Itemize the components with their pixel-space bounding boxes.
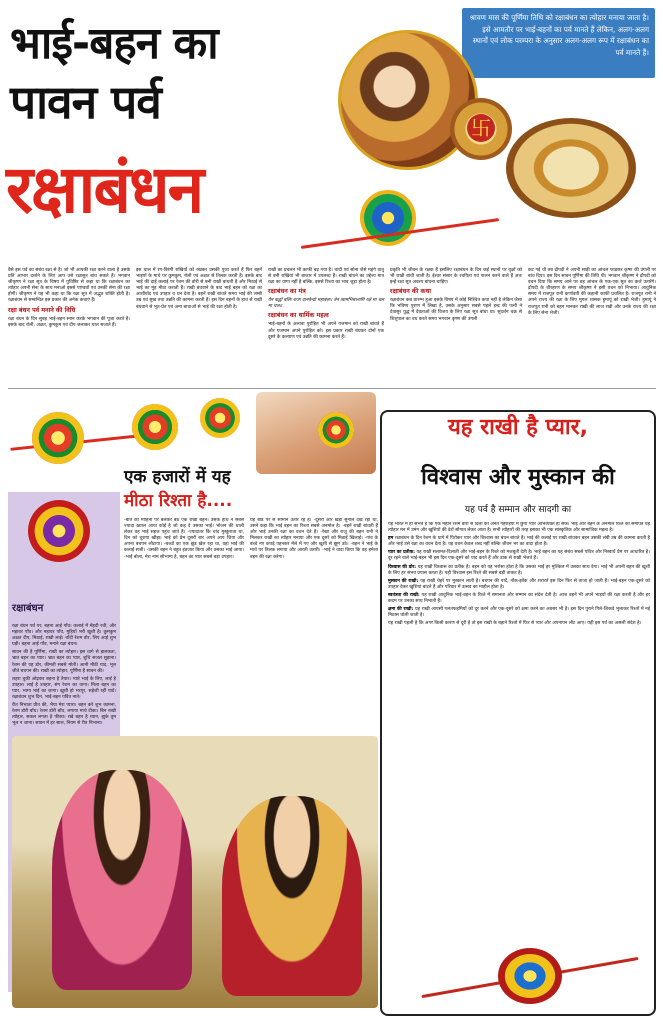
box-para [388, 565, 650, 577]
poem-2: सावन की है पूर्णिमा, राखी का त्योहार। इस धागे से झलकता, भ्रात बहन का प्यार। भ्रात बहन का प्यार, शुचि सजल सुहाना। रेशम की यह डोर, कीमती सबसे मोती। आनी मीठी याद, भूल जीते बचपन की। राखी का त्योहार, पूर्णिमा है सावन की। [12, 650, 116, 674]
hand-rakhi-photo [256, 392, 376, 474]
mantra-text: येन बद्धो बलिः राजा दानवेन्द्रो महाबलः। तेन त्वामभिबध्नामि रक्षे मा चल मा चल॥ [268, 298, 384, 310]
column-3-heading-1: रक्षाबंधन का मंत्र [268, 288, 306, 296]
column-3-text: राखी का प्रचलन भी काफी बढ़ गया है। चांदी एवं सोना जैसे महंगे धातु से बनी राखियां भी बाजार में उपलब्ध हैं। राखी बांधने का उद्देश्य मात्र रक्षा का धागा नहीं है बल्कि, इससे रिश्ता का भाव जुड़ा होता है। [268, 268, 384, 286]
box-para-text: रक्षाबंधन के दिन रेशम के धागे में पिरोकर प्यार और विश्वास का बंधन बांधते हैं। भाई की कलाई पर राखी बांधकर बहन उसकी लंबी उम्र की कामना करती है और भाई उसे रक्षा का वचन देता है। यह वचन केवल शब्द नहीं बल्कि जीवन भर का वादा होता है। [388, 536, 650, 548]
title-line-1: भाई-बहन का [10, 18, 218, 69]
boy-figure [222, 796, 362, 996]
column-4-text: प्रकृति भी जीवन के रक्षक हैं इसलिए रक्षाबंधन के दिन कई स्थानों पर वृक्षों को भी राखी बांधी जाती है। ईश्वर संसार के रचयिता एवं पालन करने वाले हैं अतः इन्हें रक्षा सूत्र अवश्य बांधना चाहिए। [390, 268, 522, 286]
column-4 [390, 268, 522, 386]
box-para-text: यह राखी आधुनिक भाई-बहन के रिश्ते में समानता और सम्मान का संदेश देती है। आज बहनें भी अपने भाइयों की रक्षा करती हैं और हर कदम पर उनका साथ निभाती हैं। [388, 592, 650, 605]
title-line-2: पावन पर्व [10, 75, 161, 129]
box-para-heading: मुस्कान की राखी: [388, 578, 419, 584]
rakhi-icon-2 [132, 404, 178, 450]
box-para-heading: क्षमा की राखी: [388, 607, 414, 613]
column-2-text: इस थाल में रंग-बिरंगी राखियों को रखकर उसकी पूजा करते हैं फिर बहनें भाइयों के माथे पर कुमकुम, रोली एवं अक्षत से तिलक करती हैं। इसके बाद भाई की दाईं कलाई पर रेशम की डोरी से बनी राखी बांधती हैं और मिठाई से भाई का मुंह मीठा कराती हैं। राखी बंधवाने के बाद भाई बहन को रक्षा का आशीर्वाद एवं उपहार व धन देता है। बहनें राखी बांधते समय भाई की लम्बी उम्र एवं सुख तथा उन्नति की कामना करती हैं। इस दिन बहनों के हाथ से राखी बंधवाने से भूत-प्रेत एवं अन्य बाधाओं से भाई की रक्षा होती है। [136, 268, 262, 310]
box-rakhi-icon [498, 948, 562, 1004]
column-3-heading-2: रक्षाबंधन का धार्मिक महत्व [268, 312, 329, 320]
box-para [388, 536, 650, 548]
box-para-heading: हम [388, 536, 394, 542]
section-headline-1: एक हजारों में यह [124, 467, 231, 487]
swastik-icon: 卐 [467, 114, 495, 142]
story-column-1: -बात की मोहिनी पर बलकर बैठे एक राखी बहन। उसके हाथ ने सबसे ज्यादा ख़्याल आया कोई है जो कह दे उसका भाई। भोजन की थाली लेकर वह भाई सहज पहुंच जाते हैं। -ज्यादातर कि चांद मुस्कुराता था, दिन को चुराया खीझ। भाई को प्रेम दूसरी बार अपने आप जिया और अपना बचपन लौटाया। -बच्चों का एक झुंड खेल रहा था, वहां भाई की कलाई सजी। -उसकी बहन ने बहुत इंतजार किया और उसका भाई आया। -भाई बोला, मेरा नाम सौभाग्य है, बहन का प्यार सबसे बड़ा उपहार। [124, 518, 244, 560]
column-3-text2: भाई-बहनों के अलावा पुरोहित भी अपने यजमान को राखी बांधते हैं और यजमान अपने पुरोहित को। इस प्रकार राखी बंधकर दोनों एक दूसरे के कल्याण एवं उन्नति की कामना करते हैं। [268, 322, 384, 340]
box-para-text: यह राखी सलामत-दिलाती और भाई-बहन के रिश्ते को मजबूती देती है। भाई बहन का यह संबंध सबसे पवित्र और निस्वार्थ प्रेम पर आधारित है। दूर रहने वाले भाई-बहन भी इस दिन एक-दूसरे को याद करते हैं और डाक से राखी भेजते हैं। [388, 550, 650, 562]
rakhi-icon-1 [32, 412, 84, 464]
column-2 [136, 268, 262, 386]
story-column-2: यह बोर्ड पर से सामान उतार रहे हैं। -दूसरी ओर खड़ा सुनील देख रहा था, उसने कहा कि भाई बहन का रिश्ता सबसे अनमोल है। -बहनें राखी बांधती हैं और भाई उनकी रक्षा का वचन देते हैं। -रेखा और राजू की बहन रानी ने मिलकर राखी का त्योहार मनाया और एक दूसरे को मिठाई खिलाई। -गांव के बच्चे नए कपड़े पहनकर मेले में गए और खुशी से झूम उठे। -बहन ने भाई के माथे पर तिलक लगाया और आरती उतारी। -भाई ने वादा किया कि वह हमेशा बहन की रक्षा करेगा। [250, 518, 378, 560]
box-title-1: यह राखी है प्यार, [448, 415, 588, 440]
box-subtitle: यह पर्व है सम्मान और सादगी का [464, 505, 572, 515]
column-1-text: वैसे इस पर्व का संबंध रक्षा से है। जो भी आपकी रक्षा करने वाला है उसके प्रति आभार दर्शाने के लिए आप उसे रक्षासूत्र बांध सकते हैं। भगवान श्रीकृष्ण ने रक्षा सूत्र के विषय में युधिष्ठिर से कहा था कि रक्षाबंधन का त्योहार अपनी सेना के साथ मनाओ इससे पाण्डवों एवं उनकी सेना की रक्षा होगी। श्रीकृष्ण ने यह भी कहा था कि रक्षा सूत्र में अद्भुत शक्ति होती है। रक्षाबंधन से सम्बन्धित इस प्रकार की अनेक कथाएं हैं। [8, 268, 130, 304]
box-closing: यह राखी पहली है कि अगर किसी कारण से दूरी है तो इस राखी के बहाने रिश्तों में फिर से प्यार और अपनापन लौट आए। यही इस पर्व का असली संदेश है। [388, 621, 642, 627]
column-1 [8, 268, 130, 386]
section-divider [8, 388, 656, 389]
box-body [388, 522, 650, 942]
box-para-heading: विश्वास की डोर: [388, 564, 417, 570]
girl-figure [52, 770, 192, 990]
column-3 [268, 268, 384, 386]
box-title-2: विश्वास और मुस्कान की [421, 465, 615, 490]
poem-1: रक्षा बंधन पर्व पर, बहना आई गाँव। कलाई में मेंहदी रची, और महावर पाँव। और महावर पाँव, मुहियों भरी खुशी है। कुमकुम अक्षत दीप, मिठाई, राखी लाई। चाँदी रेशम डोर, लिए आई शुभ घड़ी। बहना आई गाँव, मनाने रक्षा बंधन। [12, 624, 116, 648]
box-para [388, 607, 650, 619]
column-1-heading: रक्षा बंधन पर्व मनाने की विधि [8, 306, 76, 314]
box-para [388, 579, 650, 591]
box-para-text: यह राखी विश्वास का प्रतीक है। बहन को यह भरोसा होता है कि उसका भाई हर मुश्किल में उसका साथ देगा। भाई भी अपनी बहन की खुशी के लिए हर संभव प्रयास करता है। यही विश्वास इस रिश्ते की सबसे बड़ी ताकत है। [388, 564, 650, 576]
sidebar-rakhi-icon [28, 500, 90, 562]
title-line-3: रक्षाबंधन [6, 151, 203, 228]
rakhi-icon-4 [318, 412, 354, 448]
column-5-text: कट गई थी तब द्रौपदी ने अपनी साड़ी का आंचल फाड़कर कृष्ण की उंगली पर बांध दिया। इस दिन सावन पूर्णिमा की तिथि थी। भगवान श्रीकृष्ण ने द्रौपदी को वचन दिया कि समय आने पर वह आंचल के एक-एक सूत का कर्ज उतारेंगे। द्रौपदी के चीरहरण के समय श्रीकृष्ण ने इसी वचन को निभाया। आधुनिक समय में राजपूत रानी कर्णावती की कहानी काफी प्रचलित है। राजपूत रानी ने अपने राज्य की रक्षा के लिए मुगल शासक हुमायूं को राखी भेजी। हुमायूं ने राजपूत रानी को बहन मानकर राखी की लाज रखी और उनके राज्य की रक्षा के लिए सेना भेजी। [528, 268, 656, 316]
column-5 [528, 268, 656, 386]
box-para-heading: प्यार का प्रतीक: [388, 550, 415, 556]
rakhi-icon-3 [200, 398, 240, 438]
box-intro: यह भारत में ही संभव है कि एक महीन रेशम डोरी से दिलों की अनंत गहराइयों में छुपा प्यार अभिव्यक्त हो सके। भाई और बहन के अनमोल रिश्ते को समर्पित यह त्योहार मन में उमंग और खुशियों की ढेरों सौगात लेकर आता है। सभी त्योहारों की तरह इसका भी एक सांस्कृतिक और सामाजिक महत्व है। [388, 522, 650, 534]
thali-plate [506, 118, 636, 218]
poem-block [12, 624, 116, 730]
box-para-text: यह राखी चेहरे पर मुस्कान लाती है। बचपन की यादें, नोंक-झोंक और शरारतें इस दिन फिर से ताजा हो जाती हैं। भाई-बहन एक-दूसरे को उपहार देकर खुशियां बांटते हैं और परिवार में उत्सव का माहौल होता है। [388, 578, 650, 590]
sidebar-title: रक्षाबंधन [12, 603, 44, 614]
poem-3: लहरा चुकी ओढ़कर बहना है तैयार। प्यारे भाई के लिए, लाई है उपहार। लाई है उपहार, संग रेशम का धागा। मिला बहन का प्यार, भाग्य भाई का जागा। खुशी हो भरपूर, सहेजी रहीं यादें। रक्षाबंधन शुभ दिन, भाई-बहन पवित्र नाते। [12, 676, 116, 701]
box-para-text: यह राखी आपसी गलतफहमियों को दूर करने और एक-दूसरे को क्षमा करने का अवसर भी है। इस दिन पुराने गिले-शिकवे भुलाकर रिश्तों में नई मिठास घोली जाती है। [388, 607, 650, 619]
box-para [388, 593, 650, 605]
column-4-text2: रक्षाबंधन कब प्रारम्भ हुआ इसके विषय में कोई निश्चित कथा नहीं है लेकिन जैसा कि भविष्य पुराण में लिखा है, उसके अनुसार सबसे पहले इन्द्र की पत्नी ने देवासुर युद्ध में देवताओं की विजय के लिए रक्षा सूत्र बांधा था। सुदर्शन चक्र से शिशुपाल का वध करते समय भगवान कृष्ण की उंगली [390, 298, 522, 322]
section-headline-2: मीठा रिश्ता है.... [124, 491, 233, 511]
box-para [388, 550, 650, 562]
box-para-heading: स्वतंत्रता की राखी: [388, 592, 420, 598]
column-4-heading: रक्षाबंधन की कथा [390, 288, 432, 296]
column-1-text2: रक्षा बंधन के दिन सुबह भाई-बहन स्नान करके भगवान की पूजा करते हैं। इसके बाद रोली, अक्षत, कुमकुम एवं दीप जलाकर थाल सजाते हैं। [8, 316, 130, 328]
intro-box: श्रावण मास की पूर्णिमा तिथि को रक्षाबंधन का त्योहार मनाया जाता है। इसे आमतौर पर भाई-बहनों का पर्व मानते हैं लेकिन, अलग-अलग स्थानों एवं लोक परम्परा के अनुसार अलग-अलग रूप में रक्षाबंधन का पर्व मानते हैं। [462, 8, 655, 78]
kids-photo [12, 736, 378, 1008]
poem-4: रीत निभाता प्रीत की, भैया मेरा प्यारा। बहन करे शुभ कामना, रेशम डोरी बाँध। रेशम डोरी बाँध, लगाया माथे टीका। बिन राखी त्योहार, सकल लगता है फीका। रखे बहन है ध्यान, झुके तुम भूल न जाना। सावन में हर साल, नियम से रीत निभाना। [12, 703, 116, 727]
